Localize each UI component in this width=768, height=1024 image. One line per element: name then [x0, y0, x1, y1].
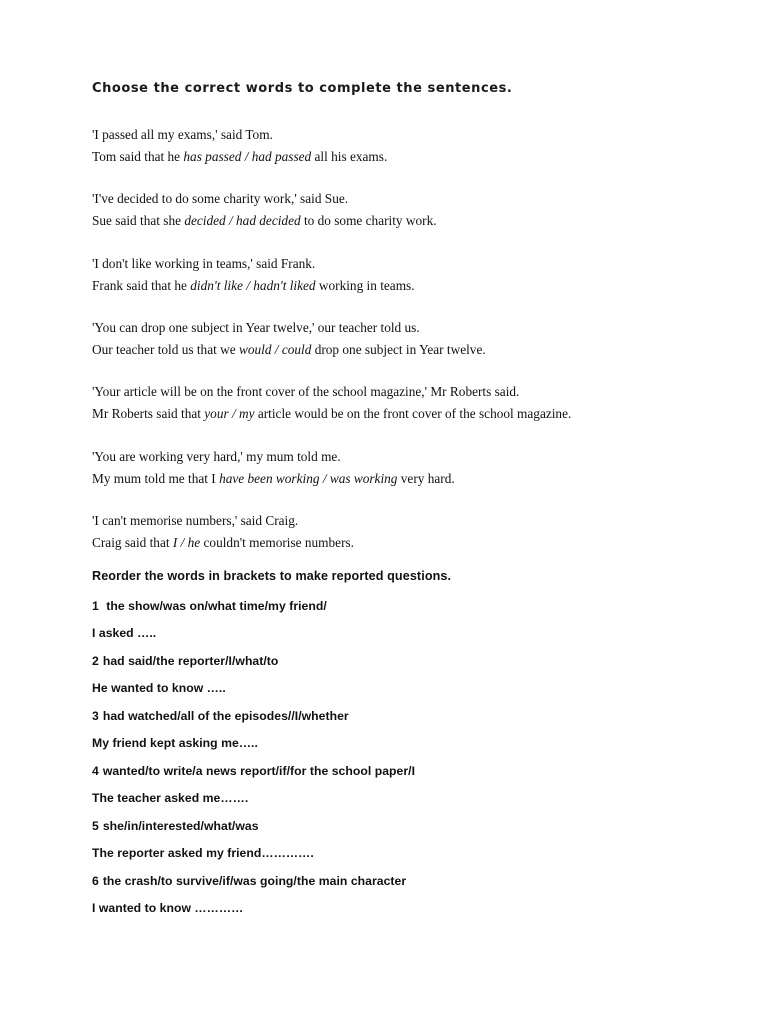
direct-speech: 'I've decided to do some charity work,' said Sue.: [92, 191, 349, 206]
question-word-list: had said/the reporter/I/what/to: [102, 654, 279, 668]
sentence-prefix: Frank said that he: [92, 278, 191, 293]
question-stem: He wanted to know …..: [92, 681, 226, 695]
question-number: 1: [92, 599, 99, 613]
question-words: [92, 709, 349, 723]
answer-options: your / my: [204, 406, 255, 421]
sentence-prefix: Tom said that he: [92, 149, 184, 164]
answer-options: has passed / had passed: [183, 149, 312, 164]
sentence-suffix: working in teams.: [315, 278, 415, 293]
question-words: [92, 764, 415, 778]
question-words: [92, 819, 259, 833]
question-number: 6: [92, 874, 99, 888]
question-words: [92, 874, 406, 888]
question-number: 4: [92, 764, 99, 778]
section1-title: Choose the correct words to complete the sentences.: [92, 81, 513, 96]
sentence-prefix: Craig said that: [92, 535, 173, 550]
reported-speech: [92, 339, 486, 361]
sentence-prefix: Our teacher told us that we: [92, 342, 239, 357]
sentence-suffix: very hard.: [397, 471, 455, 486]
question-words: [92, 599, 327, 613]
answer-options: have been working / was working: [219, 471, 398, 486]
exercise-6: [92, 446, 455, 490]
exercise-3: [92, 253, 415, 297]
answer-options: I / he: [172, 535, 201, 550]
question-stem: I wanted to know …………: [92, 901, 244, 915]
question-number: 3: [92, 709, 99, 723]
reported-speech: [92, 210, 437, 232]
direct-speech: 'I don't like working in teams,' said Frank.: [92, 256, 316, 271]
question-word-list: the show/was on/what time/my friend/: [102, 599, 327, 613]
direct-speech: 'I can't memorise numbers,' said Craig.: [92, 513, 299, 528]
exercise-4: [92, 317, 486, 361]
question-stem: I asked …..: [92, 626, 157, 640]
reported-speech: [92, 532, 354, 554]
question-stem: The teacher asked me…….: [92, 791, 249, 805]
sentence-prefix: Mr Roberts said that: [92, 406, 205, 421]
sentence-suffix: to do some charity work.: [300, 213, 437, 228]
answer-options: decided / had decided: [184, 213, 301, 228]
reported-speech: [92, 275, 415, 297]
question-number: 5: [92, 819, 99, 833]
sentence-suffix: article would be on the front cover of the school magazine.: [254, 406, 572, 421]
question-word-list: wanted/to write/a news report/if/for the school paper/I: [102, 764, 416, 778]
answer-options: would / could: [238, 342, 312, 357]
direct-speech: 'You are working very hard,' my mum told me.: [92, 449, 341, 464]
reported-speech: [92, 403, 571, 425]
answer-options: didn't like / hadn't liked: [190, 278, 316, 293]
question-word-list: the crash/to survive/if/was going/the main character: [102, 874, 407, 888]
direct-speech: 'Your article will be on the front cover of the school magazine,' Mr Roberts said.: [92, 384, 520, 399]
direct-speech: 'I passed all my exams,' said Tom.: [92, 127, 273, 142]
sentence-suffix: drop one subject in Year twelve.: [311, 342, 486, 357]
exercise-7: [92, 510, 354, 554]
exercise-5: [92, 381, 571, 425]
question-number: 2: [92, 654, 99, 668]
exercise-2: [92, 188, 437, 232]
section2-title: Reorder the words in brackets to make reported questions.: [92, 569, 452, 583]
reported-speech: [92, 146, 387, 168]
exercise-1: [92, 124, 387, 168]
sentence-suffix: couldn't memorise numbers.: [200, 535, 355, 550]
direct-speech: 'You can drop one subject in Year twelve,' our teacher told us.: [92, 320, 420, 335]
reported-speech: [92, 468, 455, 490]
question-words: [92, 654, 278, 668]
sentence-prefix: My mum told me that I: [92, 471, 220, 486]
question-word-list: had watched/all of the episodes//I/whether: [102, 709, 349, 723]
sentence-prefix: Sue said that she: [92, 213, 185, 228]
question-stem: The reporter asked my friend………….: [92, 846, 314, 860]
question-word-list: she/in/interested/what/was: [102, 819, 259, 833]
question-stem: My friend kept asking me…..: [92, 736, 258, 750]
sentence-suffix: all his exams.: [311, 149, 388, 164]
